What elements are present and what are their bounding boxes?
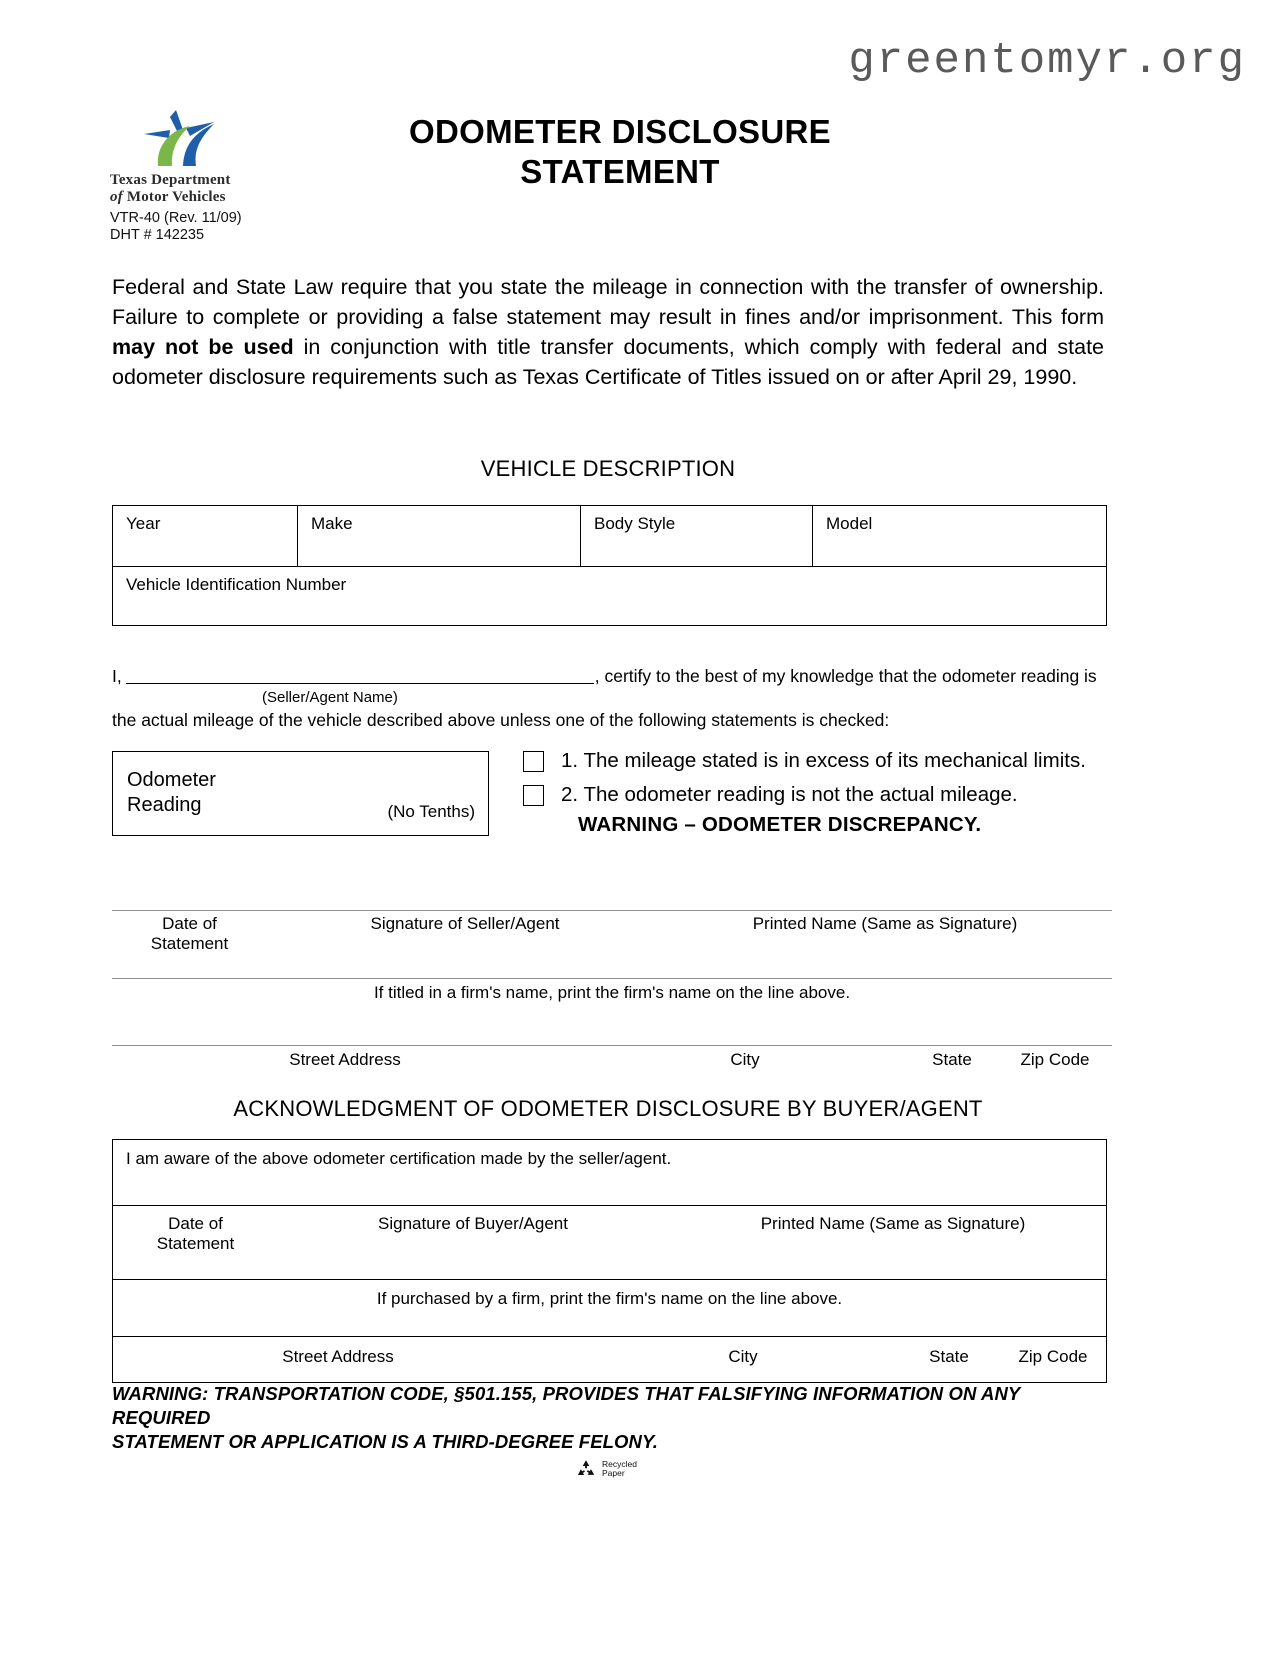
seller-date-line2: Statement [150, 934, 229, 953]
agency-name [110, 172, 260, 206]
dht-number: DHT # 142235 [110, 227, 205, 243]
statement-2-label: The odometer reading is not the actual mileage. [583, 783, 1018, 806]
certify-suffix: , certify to the best of my knowledge that the odometer reading is [594, 666, 1097, 686]
intro-part1: Federal and State Law require that you state the mileage in connection with the transfer of ownership. Failure to complete or providing a false statement may result in fines and/or imprisonment. This form [112, 275, 1104, 329]
certification-line [112, 665, 1107, 687]
acknowledgment-heading: ACKNOWLEDGMENT OF ODOMETER DISCLOSURE BY BUYER/AGENT [233, 1096, 983, 1121]
intro-paragraph [112, 272, 1104, 392]
statement-1-text [561, 748, 1086, 773]
checkbox-statement-2[interactable] [523, 785, 544, 806]
recycled-line1: Recycled [602, 1458, 637, 1469]
seller-firm-rule[interactable] [112, 978, 1112, 979]
seller-name-caption: (Seller/Agent Name) [262, 689, 398, 706]
agency-name-of: of [110, 189, 123, 205]
odometer-reading-box[interactable] [112, 751, 489, 836]
page-title-line1: ODOMETER DISCLOSURE [409, 113, 831, 150]
recycled-paper-mark [575, 1458, 637, 1480]
checkbox-statement-1[interactable] [523, 751, 544, 772]
seller-date-line1: Date of [162, 914, 217, 933]
agency-logo-block [110, 108, 260, 244]
buyer-zip-label: Zip Code [1018, 1347, 1088, 1366]
buyer-street-label: Street Address [282, 1347, 394, 1366]
page-title-line2: STATEMENT [520, 153, 720, 190]
statement-1-row[interactable] [523, 748, 1123, 773]
odometer-label-line2: Reading [127, 794, 202, 816]
felony-warning-line1: WARNING: TRANSPORTATION CODE, §501.155, PROVIDES THAT FALSIFYING INFORMATION ON ANY REQUIRED [112, 1383, 1021, 1428]
buyer-date-line2: Statement [156, 1234, 235, 1253]
statement-2-row[interactable] [523, 782, 1123, 807]
buyer-printed-name-label: Printed Name (Same as Signature) [760, 1214, 1026, 1233]
field-year[interactable]: Year [113, 506, 298, 566]
felony-warning [112, 1382, 1112, 1454]
seller-printed-name-label: Printed Name (Same as Signature) [752, 914, 1018, 933]
page-title [290, 112, 950, 192]
recycled-line2: Paper [602, 1468, 625, 1478]
agency-name-line1: Texas Department [110, 172, 231, 188]
odometer-reading-label [127, 768, 216, 818]
certify-prefix: I, [112, 666, 122, 686]
seller-city-label: City [730, 1050, 760, 1069]
statement-2-text [561, 782, 1018, 807]
seller-state-label: State [932, 1050, 972, 1069]
site-watermark: greentomyr.org [848, 36, 1246, 86]
seller-firm-note: If titled in a firm's name, print the firm's name on the line above. [373, 983, 851, 1002]
ack-aware-row [113, 1140, 1106, 1206]
txdmv-star-icon [128, 108, 258, 170]
form-number: VTR-40 (Rev. 11/09) [110, 210, 242, 226]
felony-warning-line2: STATEMENT OR APPLICATION IS A THIRD-DEGREE FELONY. [112, 1431, 658, 1452]
seller-name-blank[interactable] [126, 668, 594, 684]
buyer-state-label: State [929, 1347, 969, 1366]
seller-zip-label: Zip Code [1020, 1050, 1090, 1069]
statement-1-number: 1. [561, 749, 579, 772]
odometer-discrepancy-warning: WARNING – ODOMETER DISCREPANCY. [578, 813, 982, 836]
ack-aware-text: I am aware of the above odometer certification made by the seller/agent. [126, 1149, 672, 1168]
agency-name-line2 [110, 189, 260, 206]
recycled-paper-text [602, 1460, 637, 1479]
field-body-style[interactable]: Body Style [581, 506, 813, 566]
form-identifiers [110, 210, 260, 244]
intro-part2: in conjunction with title transfer documents, which comply with federal and state odometer disclosure requirements such as Texas Certificate of Titles issued on or after April 29, 1990. [112, 335, 1104, 389]
certification-block [112, 665, 1107, 731]
intro-bold-phrase: may not be used [112, 335, 294, 359]
agency-name-motor-vehicles: Motor Vehicles [126, 189, 226, 205]
field-make[interactable]: Make [298, 506, 581, 566]
odometer-label-line1: Odometer [127, 769, 216, 791]
table-row [113, 567, 1106, 625]
statement-2-number: 2. [561, 783, 579, 806]
buyer-signature-label: Signature of Buyer/Agent [378, 1214, 568, 1233]
buyer-date-line1: Date of [168, 1214, 223, 1233]
field-model[interactable]: Model [826, 514, 873, 533]
seller-date-label [112, 914, 267, 954]
seller-address-rule[interactable] [112, 1045, 1112, 1046]
no-tenths-note: (No Tenths) [387, 802, 475, 821]
buyer-firm-note: If purchased by a firm, print the firm's name on the line above. [376, 1289, 843, 1308]
acknowledgment-table [112, 1139, 1107, 1383]
buyer-date-label [113, 1214, 278, 1254]
certification-line-2: the actual mileage of the vehicle described above unless one of the following statements is checked: [112, 710, 890, 730]
ack-address-row[interactable] [113, 1337, 1106, 1382]
seller-signature-label: Signature of Seller/Agent [370, 914, 560, 933]
ack-signature-row[interactable] [113, 1206, 1106, 1280]
table-row [113, 506, 1106, 567]
vehicle-description-heading: VEHICLE DESCRIPTION [480, 456, 736, 481]
seller-signature-rule[interactable] [112, 910, 1112, 911]
ack-firm-row[interactable] [113, 1280, 1106, 1337]
field-vin[interactable]: Vehicle Identification Number [126, 575, 347, 594]
exception-statements [523, 748, 1123, 837]
recycle-icon [575, 1458, 597, 1480]
seller-street-label: Street Address [289, 1050, 401, 1069]
vehicle-description-table [112, 505, 1107, 626]
statement-1-label: The mileage stated is in excess of its mechanical limits. [583, 749, 1086, 772]
buyer-city-label: City [728, 1347, 758, 1366]
